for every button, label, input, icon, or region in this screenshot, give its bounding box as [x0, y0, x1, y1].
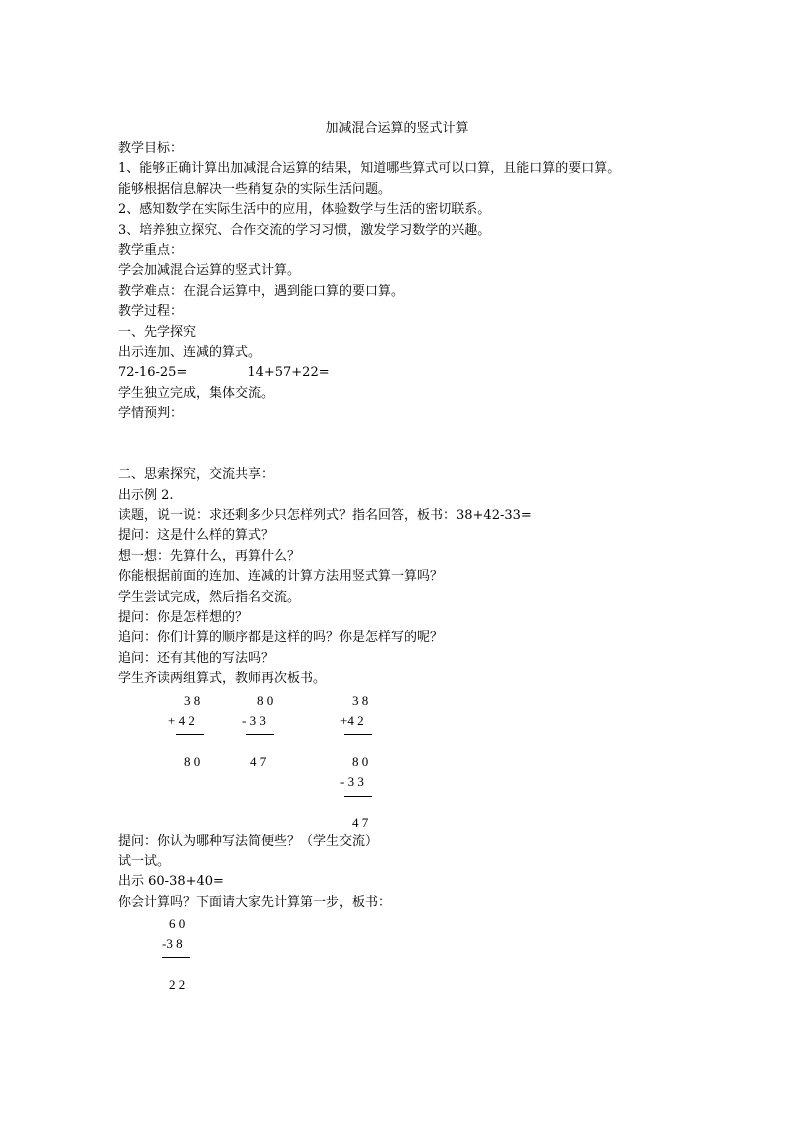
expression-b: 14+57+22=	[247, 365, 330, 381]
calc3-line-1	[344, 734, 372, 735]
text-line: 教学目标：	[118, 141, 184, 156]
calc1-addend: + 4 2	[168, 712, 195, 728]
calc4-line	[162, 957, 190, 958]
calc3-addend: +4 2	[340, 712, 364, 728]
text-line: 你会计算吗？下面请大家先计算第一步，板书：	[118, 894, 392, 910]
text-line: 出示 60-38+40=	[118, 874, 224, 890]
calc3-line-2	[344, 796, 372, 797]
text-line: 提问：你认为哪种写法简便些？（学生交流）	[118, 833, 379, 849]
calc3-result: 4 7	[352, 814, 369, 830]
text-line: 3、培养独立探究、合作交流的学习习惯，激发学习数学的兴趣。	[118, 222, 491, 238]
expression-a: 72-16-25=	[118, 365, 188, 381]
text-line: 你能根据前面的连加、连减的计算方法用竖式算一算吗？	[118, 569, 444, 585]
text-line: 追问：还有其他的写法吗？	[118, 650, 275, 666]
text-line: 学生齐读两组算式，教师再次板书。	[118, 671, 327, 687]
text-line: 能够根据信息解决一些稍复杂的实际生活问题。	[118, 181, 392, 197]
text-line: 学情预判：	[118, 406, 184, 422]
text-line: 一、先学探究	[118, 324, 197, 340]
calc4-subtrahend: -3 8	[162, 936, 183, 952]
text-line: 2、感知数学在实际生活中的应用，体验数学与生活的密切联系。	[118, 202, 491, 218]
calc2-line	[246, 734, 274, 735]
text-line: 学会加减混合运算的竖式计算。	[118, 263, 301, 279]
calc3-subtrahend: - 3 3	[340, 773, 364, 789]
calc3-top: 3 8	[352, 692, 369, 708]
text-line: 试一试。	[118, 853, 171, 869]
text-line: 教学过程：	[118, 304, 184, 320]
calc2-top: 8 0	[257, 692, 274, 708]
blank-space	[118, 424, 678, 465]
text-line: 教学重点：	[118, 242, 184, 258]
text-line: 读题，说一说：求还剩多少只怎样列式？指名回答，板书：38+42-33=	[118, 508, 532, 524]
text-line: 出示例 2.	[118, 487, 174, 503]
calc2-result: 4 7	[250, 753, 267, 769]
calc4-result: 2 2	[169, 977, 186, 993]
calc3-mid: 8 0	[352, 753, 369, 769]
vertical-calculations	[118, 690, 678, 832]
expression-line	[118, 363, 678, 383]
calc1-result: 8 0	[184, 753, 201, 769]
text-line: 出示连加、连减的算式。	[118, 344, 262, 360]
document-title: 加减混合运算的竖式计算	[325, 121, 469, 136]
calc4-top: 6 0	[169, 916, 186, 932]
document-body	[118, 139, 678, 1009]
calc1-top: 3 8	[184, 692, 201, 708]
text-line: 二、思索探究，交流共享：	[118, 467, 275, 483]
text-line: 1、能够正确计算出加减混合运算的结果，知道哪些算式可以口算，且能口算的要口算。	[118, 161, 621, 177]
text-line: 提问：这是什么样的算式？	[118, 528, 275, 544]
text-line: 学生尝试完成，然后指名交流。	[118, 589, 301, 605]
text-line: 想一想：先算什么，再算什么？	[118, 548, 301, 564]
text-line: 提问：你是怎样想的？	[118, 610, 249, 625]
text-line: 学生独立完成，集体交流。	[118, 385, 275, 401]
vertical-calculation-2	[118, 913, 678, 1009]
text-line: 追问：你们计算的顺序都是这样的吗？你是怎样写的呢？	[118, 630, 444, 646]
calc2-subtrahend: - 3 3	[242, 712, 266, 728]
text-line: 教学难点：在混合运算中，遇到能口算的要口算。	[118, 283, 405, 299]
calc1-line	[176, 734, 204, 735]
